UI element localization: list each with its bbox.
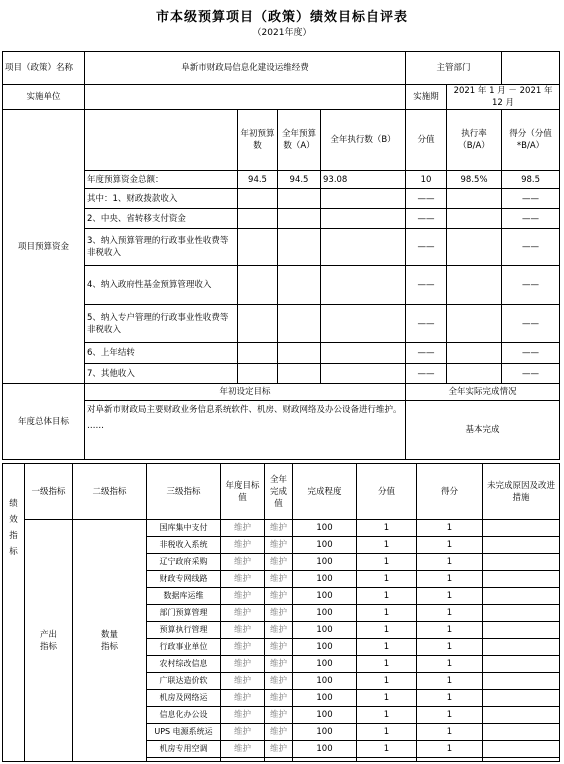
l2-indicator: 数量指标 bbox=[73, 520, 147, 762]
table-row bbox=[3, 520, 560, 537]
target-value: 维护 bbox=[221, 520, 265, 537]
done-value: 维护 bbox=[265, 537, 293, 554]
budget-row-label: 2、中央、省转移支付资金 bbox=[85, 209, 238, 229]
target-value: 维护 bbox=[221, 724, 265, 741]
annual-goal-label: 年度总体目标 bbox=[3, 384, 85, 460]
degree-value: 100 bbox=[293, 588, 357, 605]
table-row bbox=[3, 189, 560, 209]
budget-points: —— bbox=[502, 209, 560, 229]
table-row bbox=[3, 171, 560, 189]
score-value: 1 bbox=[357, 673, 417, 690]
header-l3: 三级指标 bbox=[147, 464, 221, 520]
reason-value bbox=[483, 741, 560, 758]
report-year: （2021年度） bbox=[252, 28, 312, 38]
done-value: 维护 bbox=[265, 741, 293, 758]
project-name-value: 阜新市财政局信息化建设运维经费 bbox=[85, 52, 406, 85]
l3-name: 机房及网络运 bbox=[147, 690, 221, 707]
degree-value: 100 bbox=[293, 537, 357, 554]
table-row bbox=[3, 343, 560, 364]
goal-result: 基本完成 bbox=[406, 401, 560, 460]
points-value: 1 bbox=[417, 656, 483, 673]
goal-actual-header: 全年实际完成情况 bbox=[406, 384, 560, 401]
score-value: 1 bbox=[357, 707, 417, 724]
points-value: 1 bbox=[417, 639, 483, 656]
header-l1: 一级指标 bbox=[25, 464, 73, 520]
col-initial-budget: 年初预算数 bbox=[238, 110, 278, 171]
budget-rate: 98.5% bbox=[447, 171, 502, 189]
header-target: 年度目标值 bbox=[221, 464, 265, 520]
degree-value: 100 bbox=[293, 724, 357, 741]
table-row bbox=[3, 209, 560, 229]
target-value: 维护 bbox=[221, 537, 265, 554]
reason-value bbox=[483, 622, 560, 639]
col-points: 得分（分值*B/A） bbox=[502, 110, 560, 171]
score-value: 1 bbox=[357, 520, 417, 537]
l3-name: 部门预算管理 bbox=[147, 605, 221, 622]
budget-header-blank bbox=[85, 110, 238, 171]
budget-row-label: 7、其他收入 bbox=[85, 364, 238, 384]
l3-name: 辽宁政府采购 bbox=[147, 554, 221, 571]
points-value: 1 bbox=[417, 588, 483, 605]
budget-score: —— bbox=[406, 189, 447, 209]
target-value: 维护 bbox=[221, 639, 265, 656]
points-value: 1 bbox=[417, 741, 483, 758]
points-value: 1 bbox=[417, 554, 483, 571]
degree-value: 100 bbox=[293, 673, 357, 690]
budget-section-label: 项目预算资金 bbox=[3, 110, 85, 384]
budget-row-label: 6、上年结转 bbox=[85, 343, 238, 364]
score-value: 1 bbox=[357, 571, 417, 588]
header-done: 全年完成值 bbox=[265, 464, 293, 520]
l3-name: 信息化办公设 bbox=[147, 707, 221, 724]
goal-set-header: 年初设定目标 bbox=[85, 384, 406, 401]
score-value: 1 bbox=[357, 588, 417, 605]
score-value: 1 bbox=[357, 639, 417, 656]
reason-value bbox=[483, 724, 560, 741]
score-value: 1 bbox=[357, 656, 417, 673]
col-full-budget: 全年预算数（A） bbox=[278, 110, 321, 171]
budget-row-label: 年度预算资金总额： bbox=[85, 171, 238, 189]
points-value: 1 bbox=[417, 537, 483, 554]
points-value: 1 bbox=[417, 707, 483, 724]
budget-points: —— bbox=[502, 189, 560, 209]
points-value: 1 bbox=[417, 605, 483, 622]
page-title: 市本级预算项目（政策）绩效目标自评表 bbox=[155, 10, 408, 25]
target-value: 维护 bbox=[221, 605, 265, 622]
budget-points: —— bbox=[502, 343, 560, 364]
l3-name: 财政专网线路 bbox=[147, 571, 221, 588]
reason-value bbox=[483, 554, 560, 571]
budget-initial: 94.5 bbox=[238, 171, 278, 189]
reason-value bbox=[483, 656, 560, 673]
degree-value: 100 bbox=[293, 639, 357, 656]
budget-score: —— bbox=[406, 209, 447, 229]
reason-value bbox=[483, 588, 560, 605]
authority-label: 主管部门 bbox=[406, 52, 502, 85]
target-value: 维护 bbox=[221, 673, 265, 690]
impl-period-value: 2021 年 1 月 － 2021 年 12 月 bbox=[447, 85, 560, 110]
col-score: 分值 bbox=[406, 110, 447, 171]
score-value: 1 bbox=[357, 690, 417, 707]
reason-value bbox=[483, 571, 560, 588]
budget-score: 10 bbox=[406, 171, 447, 189]
budget-full: 94.5 bbox=[278, 171, 321, 189]
header-l2: 二级指标 bbox=[73, 464, 147, 520]
degree-value: 100 bbox=[293, 741, 357, 758]
target-value: 维护 bbox=[221, 741, 265, 758]
degree-value: 100 bbox=[293, 520, 357, 537]
done-value: 维护 bbox=[265, 588, 293, 605]
target-value: 维护 bbox=[221, 622, 265, 639]
degree-value: 100 bbox=[293, 656, 357, 673]
score-value: 1 bbox=[357, 537, 417, 554]
score-value: 1 bbox=[357, 605, 417, 622]
header-points: 得分 bbox=[417, 464, 483, 520]
done-value: 维护 bbox=[265, 673, 293, 690]
budget-score: —— bbox=[406, 305, 447, 343]
budget-points: —— bbox=[502, 364, 560, 384]
target-value: 维护 bbox=[221, 656, 265, 673]
reason-value bbox=[483, 520, 560, 537]
budget-row-label: 4、纳入政府性基金预算管理收入 bbox=[85, 266, 238, 305]
target-value: 维护 bbox=[221, 554, 265, 571]
target-value: 维护 bbox=[221, 690, 265, 707]
table-row bbox=[3, 266, 560, 305]
budget-score: —— bbox=[406, 343, 447, 364]
reason-value bbox=[483, 673, 560, 690]
l3-name: 行政事业单位 bbox=[147, 639, 221, 656]
score-value: 1 bbox=[357, 622, 417, 639]
budget-points: —— bbox=[502, 266, 560, 305]
done-value: 维护 bbox=[265, 639, 293, 656]
col-rate: 执行率（B/A） bbox=[447, 110, 502, 171]
points-value: 1 bbox=[417, 673, 483, 690]
target-value: 维护 bbox=[221, 588, 265, 605]
done-value: 维护 bbox=[265, 724, 293, 741]
l3-name: 数据库运维 bbox=[147, 588, 221, 605]
l1-indicator: 产出指标 bbox=[25, 520, 73, 762]
done-value: 维护 bbox=[265, 707, 293, 724]
reason-value bbox=[483, 707, 560, 724]
degree-value: 100 bbox=[293, 690, 357, 707]
points-value: 1 bbox=[417, 622, 483, 639]
budget-row-label: 5、纳入专户管理的行政事业性收费等非税收入 bbox=[85, 305, 238, 343]
budget-score: —— bbox=[406, 229, 447, 266]
project-name-label: 项目（政策）名称 bbox=[3, 52, 85, 85]
goal-ellipsis: …… bbox=[87, 421, 104, 431]
impl-unit-label: 实施单位 bbox=[3, 85, 85, 110]
performance-table bbox=[2, 463, 560, 762]
done-value: 维护 bbox=[265, 656, 293, 673]
budget-points: 98.5 bbox=[502, 171, 560, 189]
l3-name: 农村综改信息 bbox=[147, 656, 221, 673]
reason-value bbox=[483, 639, 560, 656]
l3-name: 国库集中支付 bbox=[147, 520, 221, 537]
impl-period-label: 实施期 bbox=[406, 85, 447, 110]
header-degree: 完成程度 bbox=[293, 464, 357, 520]
table-row bbox=[3, 229, 560, 266]
points-value: 1 bbox=[417, 724, 483, 741]
budget-points: —— bbox=[502, 229, 560, 266]
done-value: 维护 bbox=[265, 520, 293, 537]
score-value: 1 bbox=[357, 724, 417, 741]
header-score: 分值 bbox=[357, 464, 417, 520]
done-value: 维护 bbox=[265, 622, 293, 639]
points-value: 1 bbox=[417, 571, 483, 588]
degree-value: 100 bbox=[293, 554, 357, 571]
done-value: 维护 bbox=[265, 571, 293, 588]
goal-text: 对阜新市财政局主要财政业务信息系统软件、机房、财政网络及办公设备进行维护。 bbox=[87, 405, 402, 415]
budget-score: —— bbox=[406, 364, 447, 384]
done-value: 维护 bbox=[265, 605, 293, 622]
degree-value: 100 bbox=[293, 571, 357, 588]
points-value: 1 bbox=[417, 690, 483, 707]
degree-value: 100 bbox=[293, 622, 357, 639]
score-value: 1 bbox=[357, 741, 417, 758]
target-value: 维护 bbox=[221, 707, 265, 724]
points-value: 1 bbox=[417, 520, 483, 537]
l3-name: 非税收入系统 bbox=[147, 537, 221, 554]
score-value: 1 bbox=[357, 554, 417, 571]
done-value: 维护 bbox=[265, 554, 293, 571]
l3-name: 广联达造价软 bbox=[147, 673, 221, 690]
budget-points: —— bbox=[502, 305, 560, 343]
header-reason: 未完成原因及改进措施 bbox=[483, 464, 560, 520]
col-exec: 全年执行数（B） bbox=[321, 110, 406, 171]
l3-name: UPS 电源系统运 bbox=[147, 724, 221, 741]
authority-value bbox=[502, 52, 560, 85]
l3-name: 机房专用空调 bbox=[147, 741, 221, 758]
reason-value bbox=[483, 605, 560, 622]
reason-value bbox=[483, 690, 560, 707]
budget-row-label: 其中：1、财政拨款收入 bbox=[85, 189, 238, 209]
table-row bbox=[3, 364, 560, 384]
budget-row-label: 3、纳入预算管理的行政事业性收费等非税收入 bbox=[85, 229, 238, 266]
table-row bbox=[3, 305, 560, 343]
target-value: 维护 bbox=[221, 571, 265, 588]
perf-section-label: 绩效指标 bbox=[3, 464, 25, 762]
done-value: 维护 bbox=[265, 690, 293, 707]
l3-name: 预算执行管理 bbox=[147, 622, 221, 639]
budget-score: —— bbox=[406, 266, 447, 305]
degree-value: 100 bbox=[293, 707, 357, 724]
budget-exec: 93.08 bbox=[321, 171, 406, 189]
reason-value bbox=[483, 537, 560, 554]
impl-unit-value bbox=[85, 85, 406, 110]
degree-value: 100 bbox=[293, 605, 357, 622]
budget-table bbox=[2, 51, 560, 460]
